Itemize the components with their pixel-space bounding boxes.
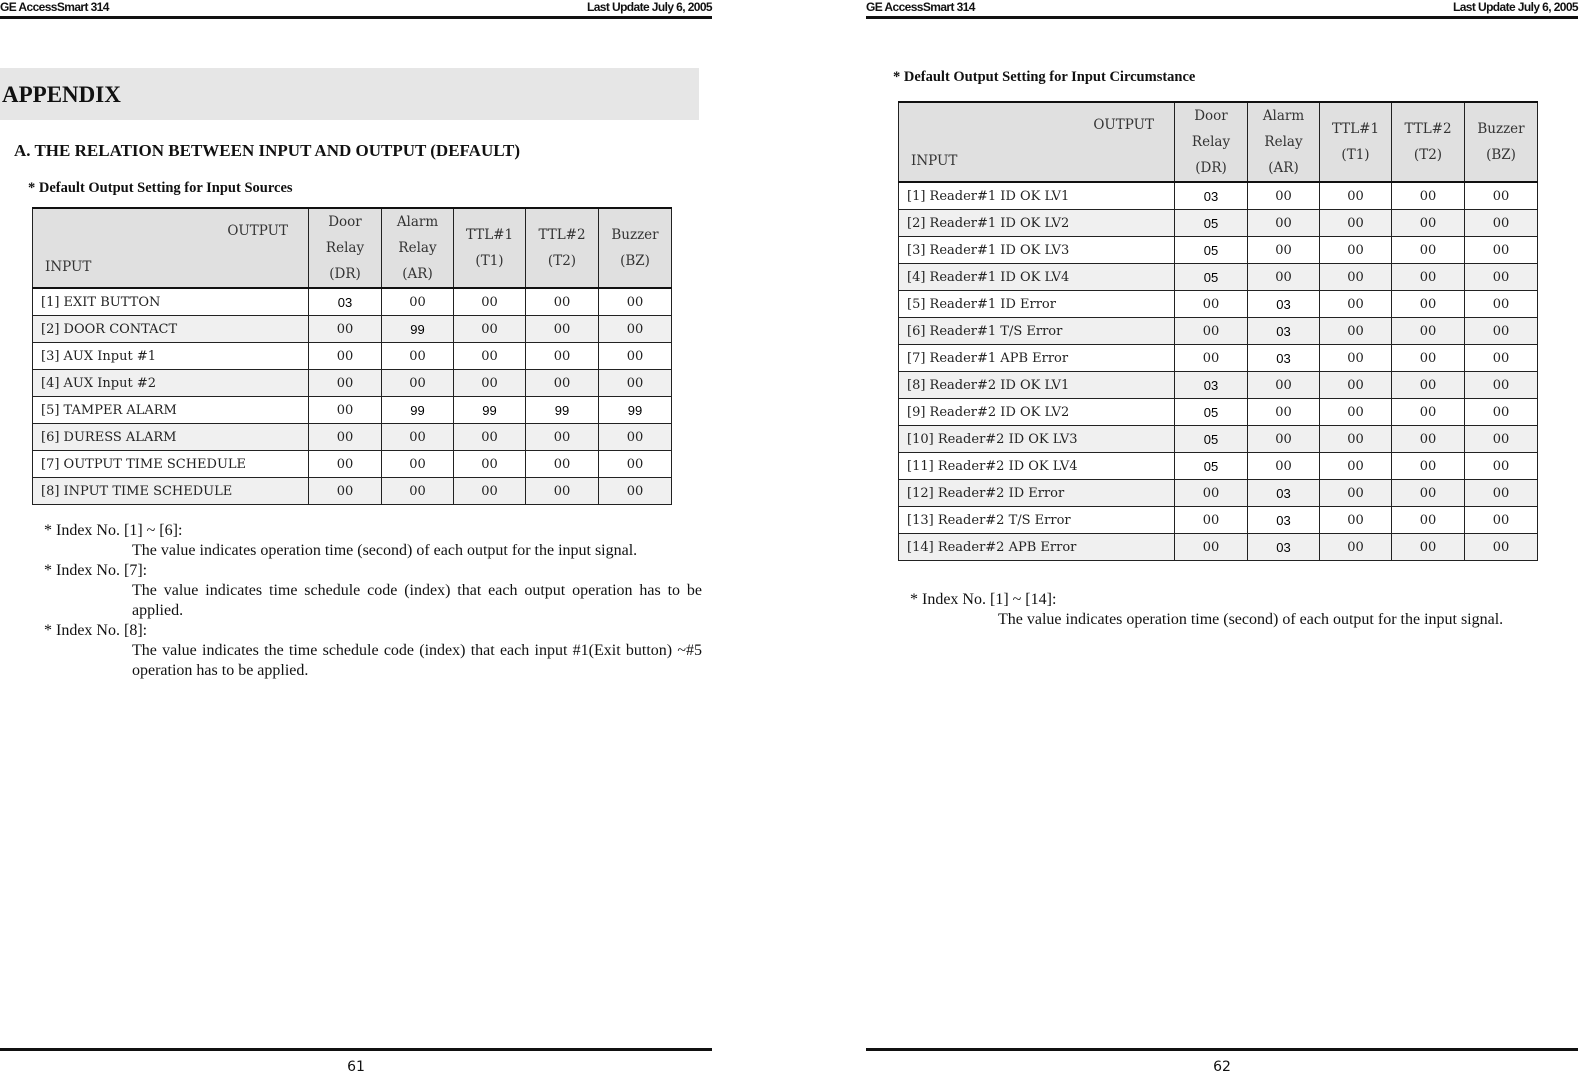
door-relay-cell: 00 — [1175, 318, 1248, 345]
ttl1-cell: 00 — [1320, 453, 1392, 480]
buzzer-cell: 00 — [1465, 480, 1538, 507]
door-relay-cell: 00 — [309, 370, 382, 397]
ttl1-cell: 99 — [454, 397, 526, 424]
note-text: The value indicates time schedule code (index) that each output operation has to be applied. — [132, 582, 702, 619]
ttl2-cell: 00 — [526, 316, 599, 343]
ttl1-cell: 00 — [454, 288, 526, 316]
alarm-relay-cell: 00 — [1248, 264, 1320, 291]
header-door-relay: Door Relay (DR) — [1175, 102, 1248, 182]
header-alarm-relay: Alarm Relay (AR) — [1248, 102, 1320, 182]
door-relay-cell: 00 — [309, 316, 382, 343]
buzzer-cell: 00 — [599, 370, 672, 397]
page-header — [0, 0, 712, 19]
input-cell: [11] Reader#2 ID OK LV4 — [899, 453, 1175, 480]
note-index: * Index No. [7]: — [44, 562, 148, 579]
note-text: The value indicates operation time (second) of each output for the input signal. — [132, 542, 638, 559]
ttl1-cell: 00 — [454, 343, 526, 370]
ttl1-cell: 00 — [454, 478, 526, 505]
table-row — [33, 316, 672, 343]
header-corner — [899, 102, 1175, 182]
table-row — [33, 424, 672, 451]
ttl2-cell: 00 — [1392, 426, 1465, 453]
appendix-banner: APPENDIX — [0, 68, 699, 120]
door-relay-cell: 05 — [1175, 399, 1248, 426]
buzzer-cell: 00 — [1465, 318, 1538, 345]
header-buzzer: Buzzer (BZ) — [599, 208, 672, 288]
ttl1-cell: 00 — [1320, 182, 1392, 210]
ttl1-cell: 00 — [1320, 210, 1392, 237]
buzzer-cell: 00 — [1465, 182, 1538, 210]
alarm-relay-cell: 00 — [1248, 182, 1320, 210]
ttl1-cell: 00 — [1320, 345, 1392, 372]
input-cell: [2] DOOR CONTACT — [33, 316, 309, 343]
table-row — [899, 291, 1538, 318]
input-circumstance-table — [898, 101, 1538, 561]
alarm-relay-cell: 99 — [382, 316, 454, 343]
door-relay-cell: 00 — [1175, 291, 1248, 318]
ttl2-cell: 00 — [1392, 507, 1465, 534]
section-title: A. THE RELATION BETWEEN INPUT AND OUTPUT (DEFAULT) — [14, 141, 521, 160]
door-relay-cell: 03 — [1175, 372, 1248, 399]
input-cell: [8] Reader#2 ID OK LV1 — [899, 372, 1175, 399]
buzzer-cell: 00 — [599, 343, 672, 370]
alarm-relay-cell: 00 — [382, 478, 454, 505]
alarm-relay-cell: 03 — [1248, 291, 1320, 318]
table-row — [899, 264, 1538, 291]
door-relay-cell: 00 — [309, 397, 382, 424]
input-cell: [6] DURESS ALARM — [33, 424, 309, 451]
ttl2-cell: 00 — [1392, 399, 1465, 426]
input-cell: [12] Reader#2 ID Error — [899, 480, 1175, 507]
page-number: 62 — [1213, 1059, 1231, 1075]
ttl1-cell: 00 — [1320, 507, 1392, 534]
alarm-relay-cell: 00 — [382, 288, 454, 316]
table-row — [899, 182, 1538, 210]
input-cell: [4] AUX Input #2 — [33, 370, 309, 397]
input-cell: [7] Reader#1 APB Error — [899, 345, 1175, 372]
buzzer-cell: 00 — [1465, 210, 1538, 237]
buzzer-cell: 00 — [1465, 372, 1538, 399]
ttl1-cell: 00 — [1320, 399, 1392, 426]
ttl1-cell: 00 — [1320, 372, 1392, 399]
input-cell: [3] AUX Input #1 — [33, 343, 309, 370]
table-row — [33, 478, 672, 505]
page-62 — [866, 0, 1578, 1086]
alarm-relay-cell: 03 — [1248, 534, 1320, 561]
door-relay-cell: 00 — [1175, 345, 1248, 372]
door-relay-cell: 00 — [1175, 507, 1248, 534]
input-cell: [9] Reader#2 ID OK LV2 — [899, 399, 1175, 426]
input-cell: [1] Reader#1 ID OK LV1 — [899, 182, 1175, 210]
door-relay-cell: 03 — [1175, 182, 1248, 210]
ttl2-cell: 00 — [1392, 534, 1465, 561]
ttl1-cell: 00 — [454, 451, 526, 478]
input-cell: [7] OUTPUT TIME SCHEDULE — [33, 451, 309, 478]
alarm-relay-cell: 00 — [1248, 237, 1320, 264]
ttl2-cell: 00 — [526, 343, 599, 370]
note-index: * Index No. [1] ~ [14]: — [910, 591, 1057, 608]
input-cell: [5] Reader#1 ID Error — [899, 291, 1175, 318]
ttl2-cell: 00 — [1392, 345, 1465, 372]
ttl1-cell: 00 — [1320, 480, 1392, 507]
input-cell: [10] Reader#2 ID OK LV3 — [899, 426, 1175, 453]
input-cell: [8] INPUT TIME SCHEDULE — [33, 478, 309, 505]
buzzer-cell: 00 — [1465, 345, 1538, 372]
buzzer-cell: 00 — [599, 424, 672, 451]
ttl2-cell: 00 — [526, 288, 599, 316]
buzzer-cell: 00 — [599, 316, 672, 343]
table-row — [33, 343, 672, 370]
ttl2-cell: 00 — [1392, 372, 1465, 399]
ttl1-cell: 00 — [1320, 291, 1392, 318]
alarm-relay-cell: 00 — [1248, 399, 1320, 426]
table-row — [33, 370, 672, 397]
buzzer-cell: 00 — [1465, 291, 1538, 318]
table-row — [899, 534, 1538, 561]
door-relay-cell: 00 — [1175, 534, 1248, 561]
page-header — [866, 0, 1578, 19]
ttl1-cell: 00 — [454, 424, 526, 451]
header-ttl1: TTL#1 (T1) — [1320, 102, 1392, 182]
door-relay-cell: 05 — [1175, 426, 1248, 453]
door-relay-cell: 00 — [1175, 480, 1248, 507]
ttl1-cell: 00 — [1320, 426, 1392, 453]
alarm-relay-cell: 00 — [382, 370, 454, 397]
table-row — [899, 345, 1538, 372]
ttl2-cell: 00 — [1392, 453, 1465, 480]
alarm-relay-cell: 00 — [382, 343, 454, 370]
ttl2-cell: 00 — [1392, 182, 1465, 210]
table-row — [33, 397, 672, 424]
buzzer-cell: 00 — [599, 451, 672, 478]
door-relay-cell: 05 — [1175, 264, 1248, 291]
table-row — [899, 237, 1538, 264]
table-row — [33, 288, 672, 316]
door-relay-cell: 05 — [1175, 237, 1248, 264]
alarm-relay-cell: 00 — [1248, 210, 1320, 237]
alarm-relay-cell: 00 — [1248, 426, 1320, 453]
buzzer-cell: 00 — [599, 478, 672, 505]
input-cell: [3] Reader#1 ID OK LV3 — [899, 237, 1175, 264]
table-title-input-circumstance: * Default Output Setting for Input Circumstance — [893, 69, 1196, 85]
header-ttl1: TTL#1 (T1) — [454, 208, 526, 288]
table-row — [899, 372, 1538, 399]
input-cell: [6] Reader#1 T/S Error — [899, 318, 1175, 345]
ttl2-cell: 00 — [1392, 237, 1465, 264]
table-row — [899, 426, 1538, 453]
door-relay-cell: 05 — [1175, 210, 1248, 237]
input-cell: [13] Reader#2 T/S Error — [899, 507, 1175, 534]
header-product: GE AccessSmart 314 — [866, 0, 975, 14]
door-relay-cell: 05 — [1175, 453, 1248, 480]
header-ttl2: TTL#2 (T2) — [526, 208, 599, 288]
page-61 — [0, 0, 712, 1086]
ttl2-cell: 00 — [1392, 318, 1465, 345]
alarm-relay-cell: 03 — [1248, 318, 1320, 345]
header-product: GE AccessSmart 314 — [0, 0, 109, 14]
input-cell: [4] Reader#1 ID OK LV4 — [899, 264, 1175, 291]
header-update-date: Last Update July 6, 2005 — [587, 0, 712, 14]
footer-rule — [866, 1048, 1578, 1051]
buzzer-cell: 00 — [1465, 507, 1538, 534]
header-update-date: Last Update July 6, 2005 — [1453, 0, 1578, 14]
table-row — [899, 210, 1538, 237]
table-title-input-sources: * Default Output Setting for Input Sources — [28, 180, 293, 196]
note-index: * Index No. [1] ~ [6]: — [44, 522, 183, 539]
ttl2-cell: 00 — [1392, 210, 1465, 237]
ttl2-cell: 00 — [526, 478, 599, 505]
page-number: 61 — [347, 1059, 365, 1075]
input-cell: [1] EXIT BUTTON — [33, 288, 309, 316]
note-index: * Index No. [8]: — [44, 622, 148, 639]
buzzer-cell: 00 — [599, 288, 672, 316]
ttl2-cell: 00 — [1392, 291, 1465, 318]
ttl1-cell: 00 — [454, 316, 526, 343]
ttl1-cell: 00 — [454, 370, 526, 397]
alarm-relay-cell: 00 — [1248, 453, 1320, 480]
door-relay-cell: 00 — [309, 451, 382, 478]
buzzer-cell: 00 — [1465, 453, 1538, 480]
alarm-relay-cell: 00 — [382, 451, 454, 478]
ttl1-cell: 00 — [1320, 318, 1392, 345]
buzzer-cell: 00 — [1465, 426, 1538, 453]
header-output-label: OUTPUT — [1093, 117, 1154, 133]
buzzer-cell: 00 — [1465, 534, 1538, 561]
input-cell: [2] Reader#1 ID OK LV2 — [899, 210, 1175, 237]
header-corner — [33, 208, 309, 288]
input-cell: [14] Reader#2 APB Error — [899, 534, 1175, 561]
header-input-label: INPUT — [45, 259, 92, 275]
header-door-relay: Door Relay (DR) — [309, 208, 382, 288]
ttl2-cell: 00 — [1392, 480, 1465, 507]
input-sources-table — [32, 207, 672, 505]
header-buzzer: Buzzer (BZ) — [1465, 102, 1538, 182]
footer-rule — [0, 1048, 712, 1051]
alarm-relay-cell: 00 — [382, 424, 454, 451]
buzzer-cell: 00 — [1465, 399, 1538, 426]
header-alarm-relay: Alarm Relay (AR) — [382, 208, 454, 288]
ttl1-cell: 00 — [1320, 534, 1392, 561]
notes-right — [910, 590, 1570, 630]
ttl1-cell: 00 — [1320, 237, 1392, 264]
ttl2-cell: 00 — [526, 370, 599, 397]
door-relay-cell: 03 — [309, 288, 382, 316]
table-row — [899, 399, 1538, 426]
note-text: The value indicates operation time (second) of each output for the input signal. — [998, 611, 1504, 628]
alarm-relay-cell: 03 — [1248, 345, 1320, 372]
table-row — [33, 451, 672, 478]
door-relay-cell: 00 — [309, 343, 382, 370]
alarm-relay-cell: 00 — [1248, 372, 1320, 399]
ttl1-cell: 00 — [1320, 264, 1392, 291]
table-row — [899, 453, 1538, 480]
ttl2-cell: 99 — [526, 397, 599, 424]
buzzer-cell: 99 — [599, 397, 672, 424]
table-row — [899, 318, 1538, 345]
header-ttl2: TTL#2 (T2) — [1392, 102, 1465, 182]
header-output-label: OUTPUT — [227, 223, 288, 239]
alarm-relay-cell: 03 — [1248, 507, 1320, 534]
buzzer-cell: 00 — [1465, 237, 1538, 264]
table-row — [899, 480, 1538, 507]
door-relay-cell: 00 — [309, 424, 382, 451]
alarm-relay-cell: 03 — [1248, 480, 1320, 507]
input-cell: [5] TAMPER ALARM — [33, 397, 309, 424]
ttl2-cell: 00 — [526, 424, 599, 451]
header-input-label: INPUT — [911, 153, 958, 169]
buzzer-cell: 00 — [1465, 264, 1538, 291]
alarm-relay-cell: 99 — [382, 397, 454, 424]
ttl2-cell: 00 — [1392, 264, 1465, 291]
door-relay-cell: 00 — [309, 478, 382, 505]
table-row — [899, 507, 1538, 534]
notes-left — [44, 521, 702, 681]
ttl2-cell: 00 — [526, 451, 599, 478]
note-text: The value indicates the time schedule code (index) that each input #1(Exit button) ~#5 operation has to be applied. — [132, 642, 702, 679]
